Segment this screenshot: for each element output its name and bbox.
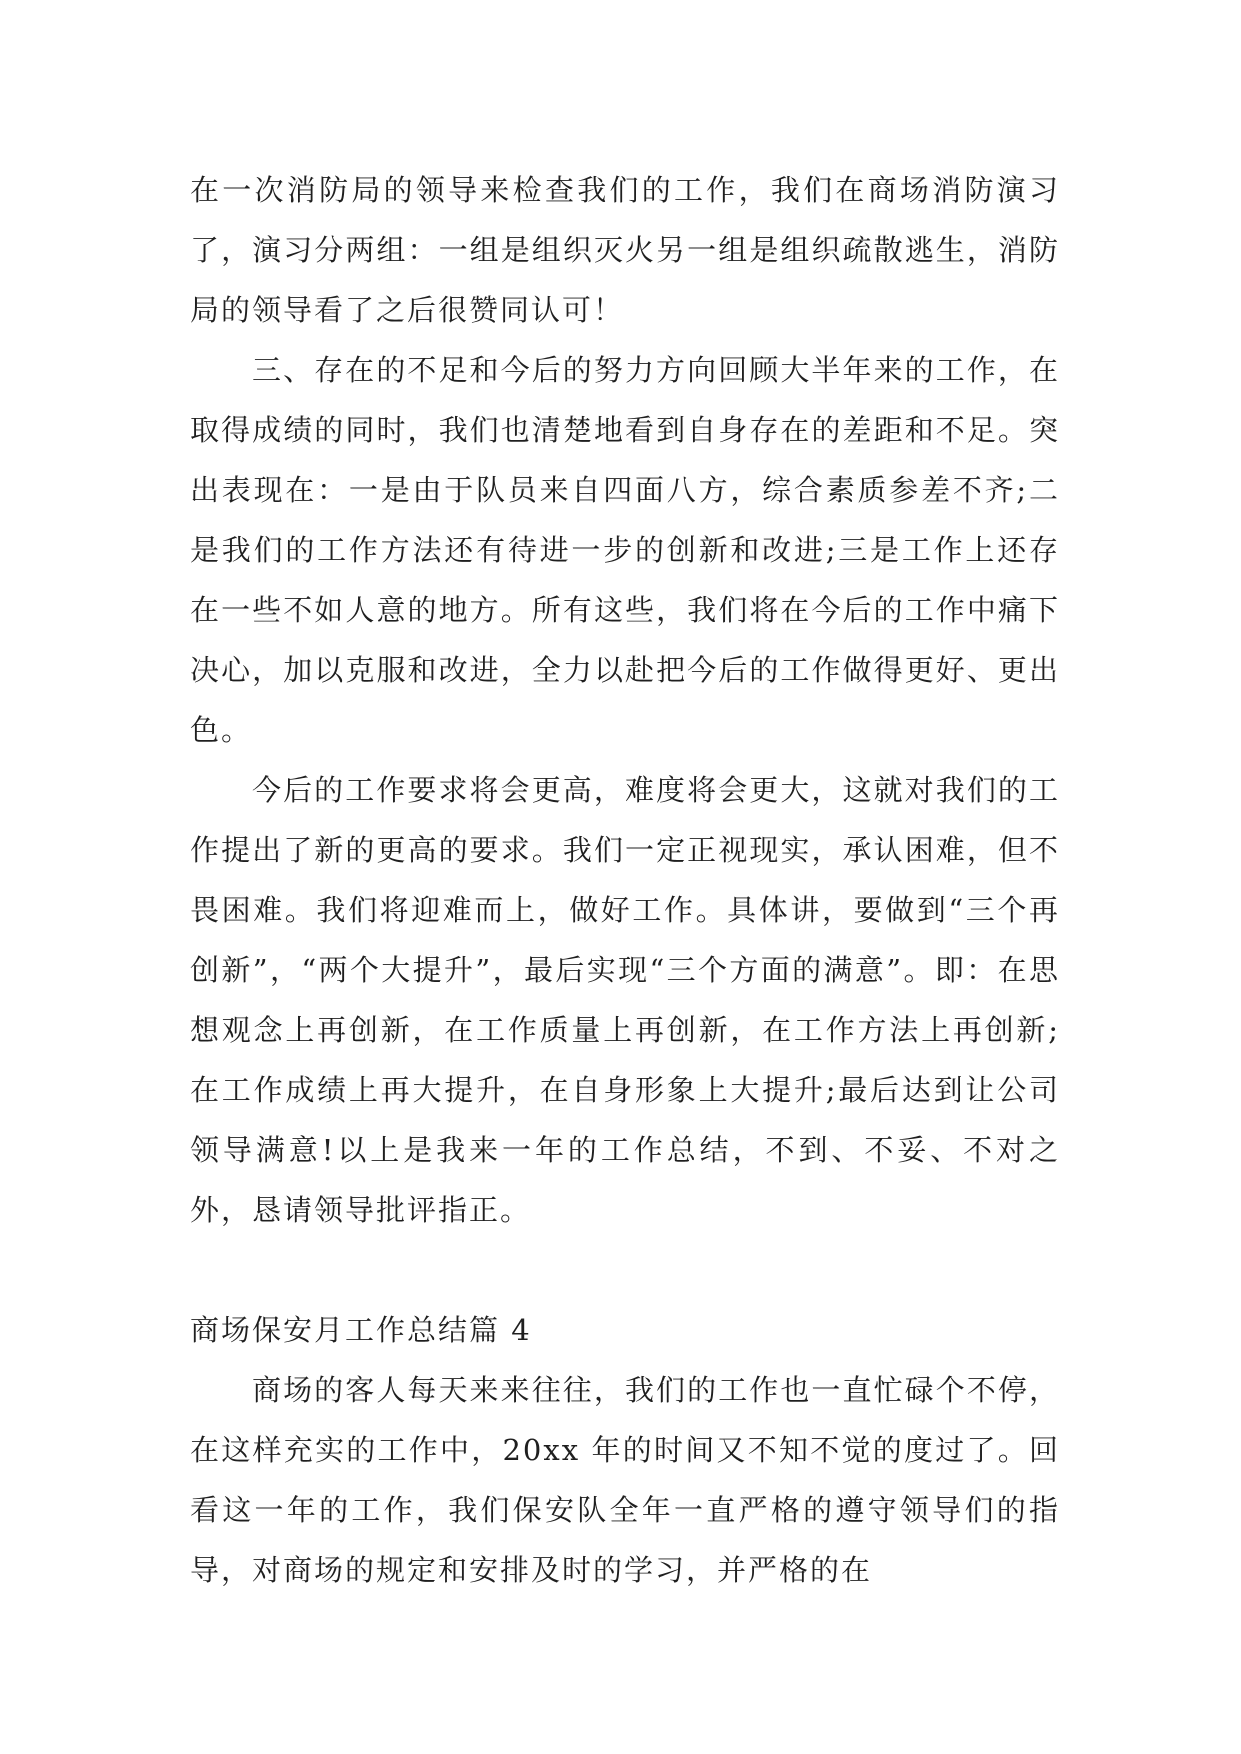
paragraph-future-requirements: 今后的工作要求将会更高，难度将会更大，这就对我们的工作提出了新的更高的要求。我们一定正视现实，承认困难，但不畏困难。我们将迎难而上，做好工作。具体讲，要做到“三个再创新”，“两个大提升”，最后实现“三个方面的满意”。即：在思想观念上再创新，在工作质量上再创新，在工作方法上再创新;在工作成绩上再大提升，在自身形象上大提升;最后达到让公司领导满意!以上是我来一年的工作总结，不到、不妥、不对之外，恳请领导批评指正。 [190, 773, 1060, 1227]
paragraph-shortcomings: 三、存在的不足和今后的努力方向回顾大半年来的工作，在取得成绩的同时，我们也清楚地看到自身存在的差距和不足。突出表现在：一是由于队员来自四面八方，综合素质参差不齐;二是我们的工作方法还有待进一步的创新和改进;三是工作上还存在一些不如人意的地方。所有这些，我们将在今后的工作中痛下决心，加以克服和改进，全力以赴把今后的工作做得更好、更出色。 [190, 353, 1060, 747]
paragraph-section-intro: 商场的客人每天来来往往，我们的工作也一直忙碌个不停，在这样充实的工作中，20xx 年的时间又不知不觉的度过了。回看这一年的工作，我们保安队全年一直严格的遵守领导们的指导，对商场的规定和安排及时的学习，并严格的在 [190, 1373, 1060, 1587]
section-heading: 商场保安月工作总结篇 4 [190, 1313, 532, 1347]
document-body [190, 160, 1060, 1600]
paragraph-fire-drill: 在一次消防局的领导来检查我们的工作，我们在商场消防演习了，演习分两组：一组是组织灭火另一组是组织疏散逃生，消防局的领导看了之后很赞同认可！ [190, 173, 1060, 327]
